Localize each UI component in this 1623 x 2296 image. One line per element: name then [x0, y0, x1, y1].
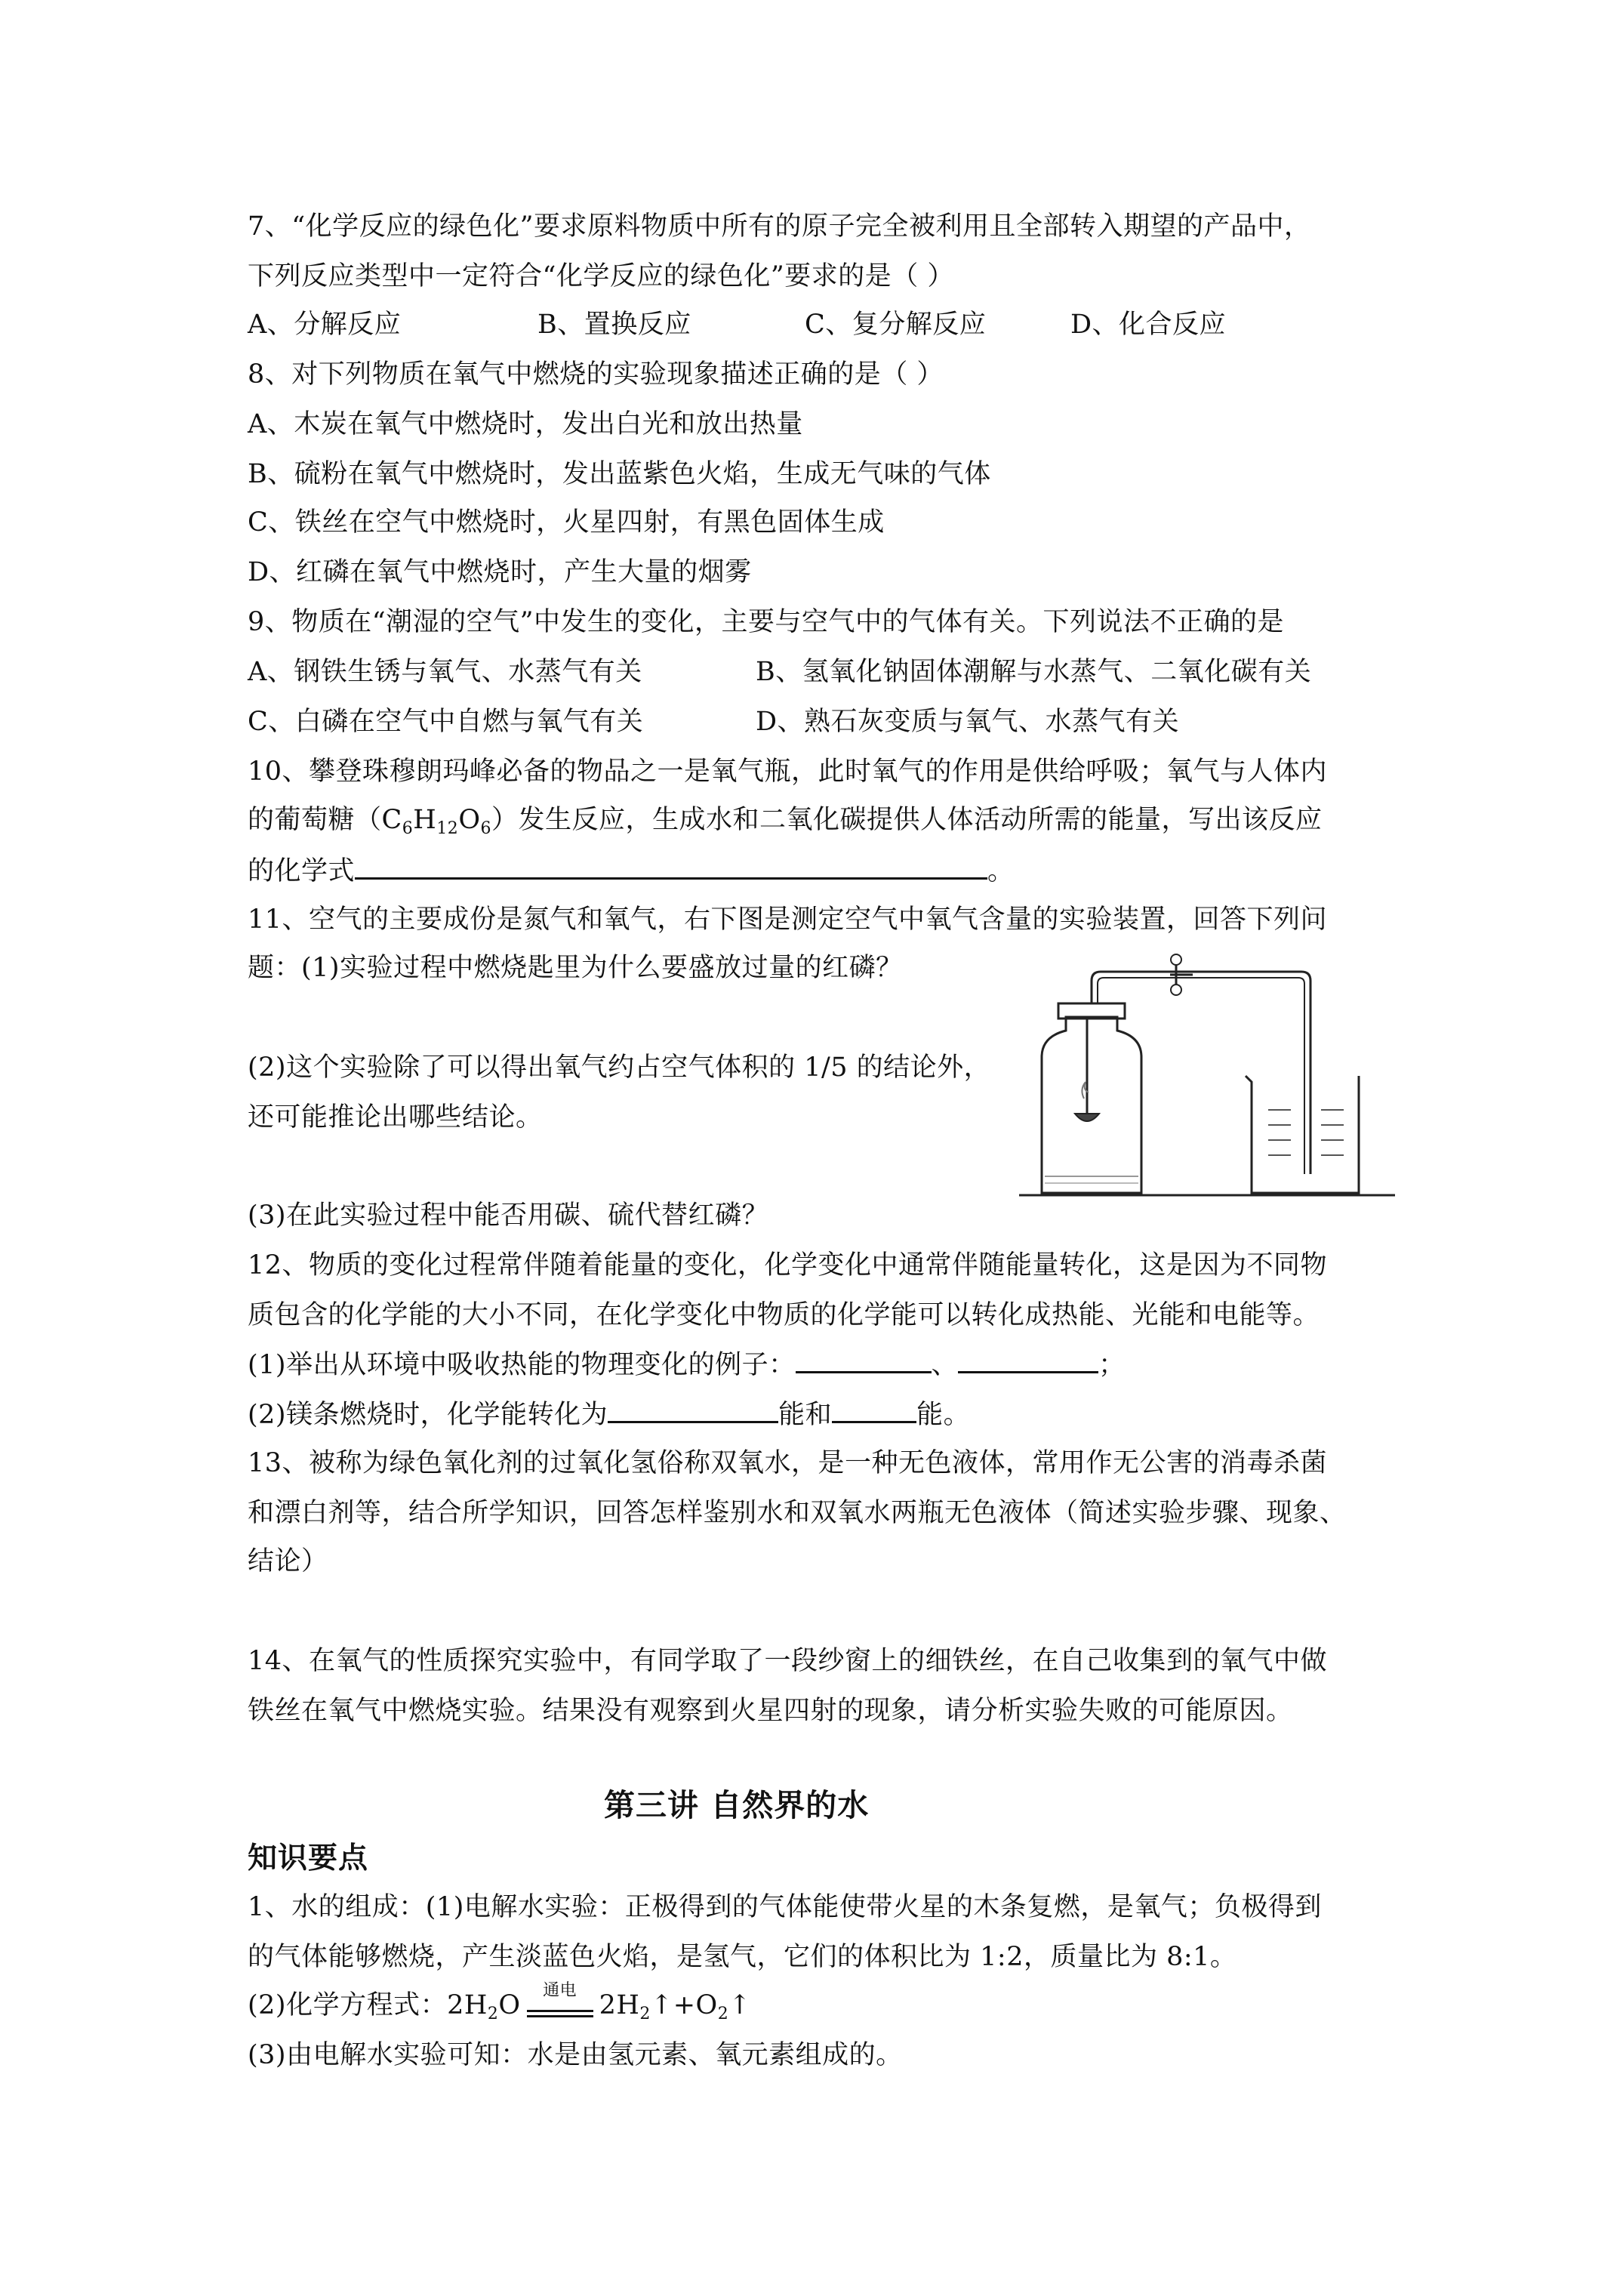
q12-blank-3[interactable]: [608, 1395, 778, 1423]
k1-line1: 1、水的组成：(1)电解水实验：正极得到的气体能使带火星的木条复燃，是氧气；负极得到: [248, 1892, 1322, 1922]
q10-answer-blank[interactable]: [355, 852, 987, 880]
q10-line3-post: 。: [987, 856, 1015, 886]
q9-option-b: B、氢氧化钠固体潮解与水蒸气、二氧化碳有关: [756, 657, 1312, 687]
q9-stem: 9、物质在“潮湿的空气”中发生的变化，主要与空气中的气体有关。下列说法不正确的是: [248, 607, 1285, 637]
q9-options-row2: [248, 704, 1380, 740]
eq-sub-2: 2: [639, 2005, 651, 2023]
eq-plus: +O: [673, 1990, 718, 2020]
eq-condition: [521, 1981, 599, 2023]
q8-option-b: B、硫粉在氧气中燃烧时，发出蓝紫色火焰，生成无气味的气体: [248, 459, 991, 489]
q12-line3: [248, 1345, 1126, 1383]
q10-line2-pre: 的葡萄糖（C: [248, 805, 402, 835]
q11-line2: 题：(1)实验过程中燃烧匙里为什么要盛放过量的红磷？: [248, 953, 903, 983]
q11-line3: (2)这个实验除了可以得出氧气约占空气体积的 1/5 的结论外，: [248, 1052, 991, 1083]
q12-blank-4[interactable]: [832, 1395, 916, 1423]
q10-line1: 10、攀登珠穆朗玛峰必备的物品之一是氧气瓶，此时氧气的作用是供给呼吸；氧气与人体内: [248, 757, 1328, 787]
q14-line1: 14、在氧气的性质探究实验中，有同学取了一段纱窗上的细铁丝，在自己收集到的氧气中做: [248, 1646, 1328, 1676]
eq-o: O: [498, 1990, 521, 2020]
glass-tube-inner: [1098, 978, 1304, 1174]
combustion-spoon-icon: [1075, 1019, 1099, 1121]
q12-line4-post: 能。: [916, 1400, 971, 1430]
eq-sub-3: 2: [717, 2005, 729, 2023]
q8-stem: 8、对下列物质在氧气中燃烧的实验现象描述正确的是（ ）: [248, 359, 944, 390]
q8-option-a: A、木炭在氧气中燃烧时，发出白光和放出热量: [248, 409, 803, 439]
q7-line2: 下列反应类型中一定符合“化学反应的绿色化”要求的是（ ）: [248, 261, 954, 291]
q7-option-b: B、置换反应: [537, 310, 691, 340]
q13-line2: 和漂白剂等，结合所学知识，回答怎样鉴别水和双氧水两瓶无色液体（简述实验步骤、现象、: [248, 1498, 1347, 1528]
q10-line2: [248, 802, 1323, 847]
q9-option-d: D、熟石灰变质与氧气、水蒸气有关: [756, 707, 1180, 737]
eq-condition-label: 通电: [543, 1981, 577, 2000]
q10-o: O: [458, 805, 481, 835]
q7-option-d: D、化合反应: [1070, 310, 1227, 340]
eq-arrow-up-icon: ↑: [650, 1990, 673, 2020]
q12-line4: [248, 1395, 970, 1433]
k1-equation: [248, 1981, 752, 2032]
section-subtitle: 知识要点: [248, 1841, 369, 1875]
eq-sub-1: 2: [487, 2005, 499, 2023]
q7-line1: 7、“化学反应的绿色化”要求原料物质中所有的原子完全被利用且全部转入期望的产品中，: [248, 211, 1311, 242]
q10-line3-pre: 的化学式: [248, 856, 356, 886]
q9-option-a: A、钢铁生锈与氧气、水蒸气有关: [248, 657, 642, 687]
q12-blank-2[interactable]: [958, 1345, 1098, 1373]
q11-line5: (3)在此实验过程中能否用碳、硫代替红磷？: [248, 1200, 769, 1231]
eq-arrow-up-icon-2: ↑: [728, 1990, 752, 2020]
section-title: 第三讲 自然界的水: [604, 1787, 870, 1823]
q12-line3-post: ；: [1098, 1350, 1126, 1380]
q13-line3: 结论）: [248, 1546, 328, 1576]
q12-line4-mid: 能和: [778, 1400, 833, 1430]
oxygen-content-apparatus: [1019, 948, 1397, 1204]
beaker-icon: [1246, 1076, 1359, 1193]
eq-bar-bottom: [527, 2015, 593, 2017]
q12-line3-mid: 、: [931, 1350, 959, 1380]
q10-line2-post: ）发生反应，生成水和二氧化碳提供人体活动所需的能量，写出该反应: [491, 805, 1323, 835]
q7-option-c: C、复分解反应: [805, 310, 987, 340]
q8-option-c: C、铁丝在空气中燃烧时，火星四射，有黑色固体生成: [248, 507, 885, 538]
q9-option-c: C、白磷在空气中自燃与氧气有关: [248, 707, 644, 737]
gas-collecting-bottle-icon: [1042, 1003, 1141, 1193]
q14-line2: 铁丝在氧气中燃烧实验。结果没有观察到火星四射的现象，请分析实验失败的可能原因。: [248, 1696, 1293, 1726]
q8-option-d: D、红磷在氧气中燃烧时，产生大量的烟雾: [248, 557, 752, 587]
q12-line3-pre: (1)举出从环境中吸收热能的物理变化的例子：: [248, 1350, 796, 1380]
eq-mid: 2H: [599, 1990, 640, 2020]
q11-line1: 11、空气的主要成份是氮气和氧气，右下图是测定空气中氧气含量的实验装置，回答下列问: [248, 905, 1328, 935]
q9-options-row1: [248, 654, 1380, 690]
eq-bar-top: [527, 2010, 593, 2012]
q10-sub-h: 12: [436, 819, 459, 838]
q10-sub-o: 6: [480, 819, 492, 838]
q10-sub-c: 6: [402, 819, 414, 838]
q12-blank-1[interactable]: [796, 1345, 932, 1373]
q7-options: [248, 307, 1380, 343]
q13-line1: 13、被称为绿色氧化剂的过氧化氢俗称双氧水，是一种无色液体，常用作无公害的消毒杀菌: [248, 1448, 1328, 1478]
q11-line4: 还可能推论出哪些结论。: [248, 1102, 543, 1133]
k1-line4: (3)由电解水实验可知：水是由氢元素、氧元素组成的。: [248, 2040, 903, 2070]
q7-option-a: A、分解反应: [248, 310, 402, 340]
q12-line1: 12、物质的变化过程常伴随着能量的变化，化学变化中通常伴随能量转化，这是因为不同物: [248, 1250, 1328, 1281]
k1-line2: 的气体能够燃烧，产生淡蓝色火焰，是氢气，它们的体积比为 1:2，质量比为 8:1。: [248, 1942, 1237, 1972]
glass-tube: [1092, 972, 1310, 1174]
q10-line3: [248, 852, 1015, 889]
clamp-icon: [1170, 954, 1193, 995]
q12-line4-pre: (2)镁条燃烧时，化学能转化为: [248, 1400, 608, 1430]
q10-h: H: [413, 805, 437, 835]
eq-pre: (2)化学方程式：2H: [248, 1990, 488, 2020]
q12-line2: 质包含的化学能的大小不同，在化学变化中物质的化学能可以转化成热能、光能和电能等。: [248, 1300, 1320, 1330]
